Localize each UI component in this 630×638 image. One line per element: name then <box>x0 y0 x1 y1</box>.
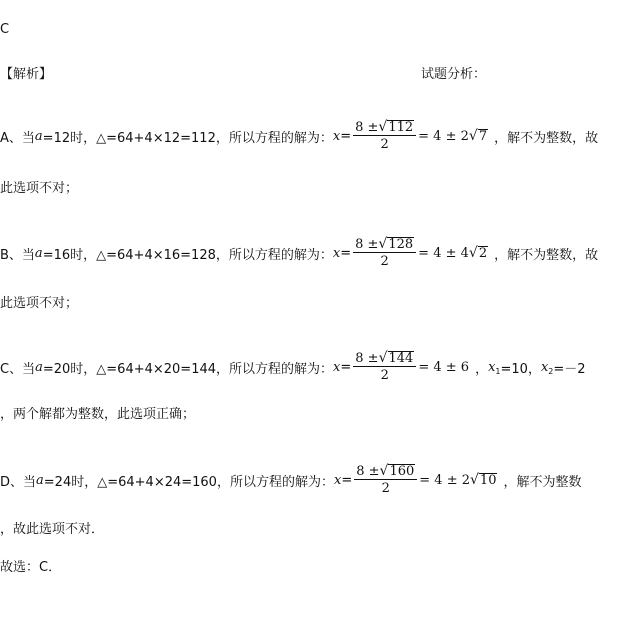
radicand: 144 <box>388 351 414 366</box>
sqrt-radical <box>379 351 415 365</box>
option-prefix: B、当 <box>0 247 35 263</box>
sqrt-radical <box>380 464 416 478</box>
a-value: =24时， <box>43 474 98 490</box>
sqrt-radical <box>378 120 414 134</box>
option-c-continuation: ，两个解都为整数，此选项正确； <box>0 407 196 422</box>
equals-sign: = <box>340 245 352 261</box>
final-answer-value: C <box>39 560 49 575</box>
delta-text: △=64+4×16=128，所以方程的解为： <box>96 247 333 263</box>
simplified-result: = 4 ± 6 <box>418 359 470 375</box>
answer-letter: C <box>0 22 10 37</box>
option-d-continuation: ，故此选项不对． <box>0 522 105 537</box>
option-b-continuation: 此选项不对； <box>0 296 79 311</box>
option-prefix: A、当 <box>0 130 35 146</box>
radicand: 160 <box>389 464 415 479</box>
sqrt-icon: √ <box>468 245 478 261</box>
simplified-result: = 4 ± 4 <box>418 245 469 261</box>
delta-text: △=64+4×12=112，所以方程的解为： <box>96 130 333 146</box>
denominator: 2 <box>380 368 389 383</box>
final-answer-label: 故选： <box>0 560 40 575</box>
result-sqrt <box>469 129 488 143</box>
root-1-subscript: 1 <box>495 366 501 376</box>
variable-x: x <box>333 472 342 488</box>
option-a-continuation: 此选项不对； <box>0 181 79 196</box>
result-sqrt <box>470 473 497 487</box>
result-sqrt <box>469 246 488 260</box>
conclusion-text: ，解不为整数，故 <box>494 247 599 263</box>
denominator: 2 <box>380 137 389 152</box>
numerator-prefix: 8 ± <box>355 351 379 366</box>
conclusion-text: ，解不为整数，故 <box>494 130 599 146</box>
result-radicand: 2 <box>478 246 488 261</box>
numerator-prefix: 8 ± <box>355 237 379 252</box>
root-2-label: x <box>540 359 549 375</box>
denominator: 2 <box>381 481 390 496</box>
variable-a: a <box>34 245 43 261</box>
delta-text: △=64+4×24=160，所以方程的解为： <box>97 474 334 490</box>
delta-text: △=64+4×20=144，所以方程的解为： <box>96 361 334 377</box>
a-value: =20时， <box>42 361 97 377</box>
result-radicand: 7 <box>478 129 488 144</box>
root-1-value: =10， <box>500 361 541 377</box>
sqrt-icon: √ <box>379 463 389 479</box>
variable-x: x <box>333 359 341 375</box>
variable-a: a <box>35 359 43 375</box>
equals-sign: = <box>341 472 353 488</box>
final-answer-end: ． <box>48 560 62 575</box>
numerator-prefix: 8 ± <box>355 120 379 135</box>
a-value: =12时， <box>42 130 97 146</box>
option-a-line <box>0 119 598 153</box>
option-d-line <box>0 463 581 497</box>
equals-sign: = <box>340 128 352 144</box>
root-2-value: =－2 <box>553 361 586 377</box>
variable-a: a <box>36 472 44 488</box>
variable-x: x <box>332 128 341 144</box>
sqrt-icon: √ <box>470 472 479 488</box>
sqrt-icon: √ <box>378 350 388 366</box>
option-b-line <box>0 236 598 270</box>
option-c-line: C、当 a =20时， △=64+4×20=144，所以方程的解为： x = 8 ± √ 144 2 = 4 ± 6 ， x 1 =10， x 2 =－2 <box>0 350 586 383</box>
sqrt-radical <box>378 237 414 251</box>
option-prefix: C、当 <box>0 361 36 377</box>
analysis-label: 试题分析： <box>421 67 487 82</box>
root-2-subscript: 2 <box>548 366 554 376</box>
solution-fraction <box>354 464 417 496</box>
denominator: 2 <box>380 254 389 269</box>
radicand: 128 <box>388 237 414 252</box>
solution-fraction <box>353 120 416 152</box>
simplified-result: = 4 ± 2 <box>419 472 470 488</box>
sqrt-icon: √ <box>468 128 478 144</box>
option-prefix: D、当 <box>0 474 37 490</box>
conclusion-text: ，解不为整数 <box>503 474 582 490</box>
solution-fraction <box>353 237 416 269</box>
simplified-result: = 4 ± 2 <box>418 128 469 144</box>
numerator-prefix: 8 ± <box>356 464 380 479</box>
result-radicand: 10 <box>479 473 497 488</box>
final-answer <box>0 556 61 575</box>
variable-a: a <box>34 128 43 144</box>
variable-x: x <box>332 245 341 261</box>
equals-sign: = <box>340 359 352 375</box>
sqrt-icon: √ <box>378 119 388 135</box>
root-1-label: x <box>488 359 496 375</box>
a-value: =16时， <box>42 247 97 263</box>
solution-fraction <box>353 351 416 383</box>
radicand: 112 <box>388 120 414 135</box>
sqrt-icon: √ <box>378 236 388 252</box>
section-header: 【解析】 <box>0 67 53 82</box>
